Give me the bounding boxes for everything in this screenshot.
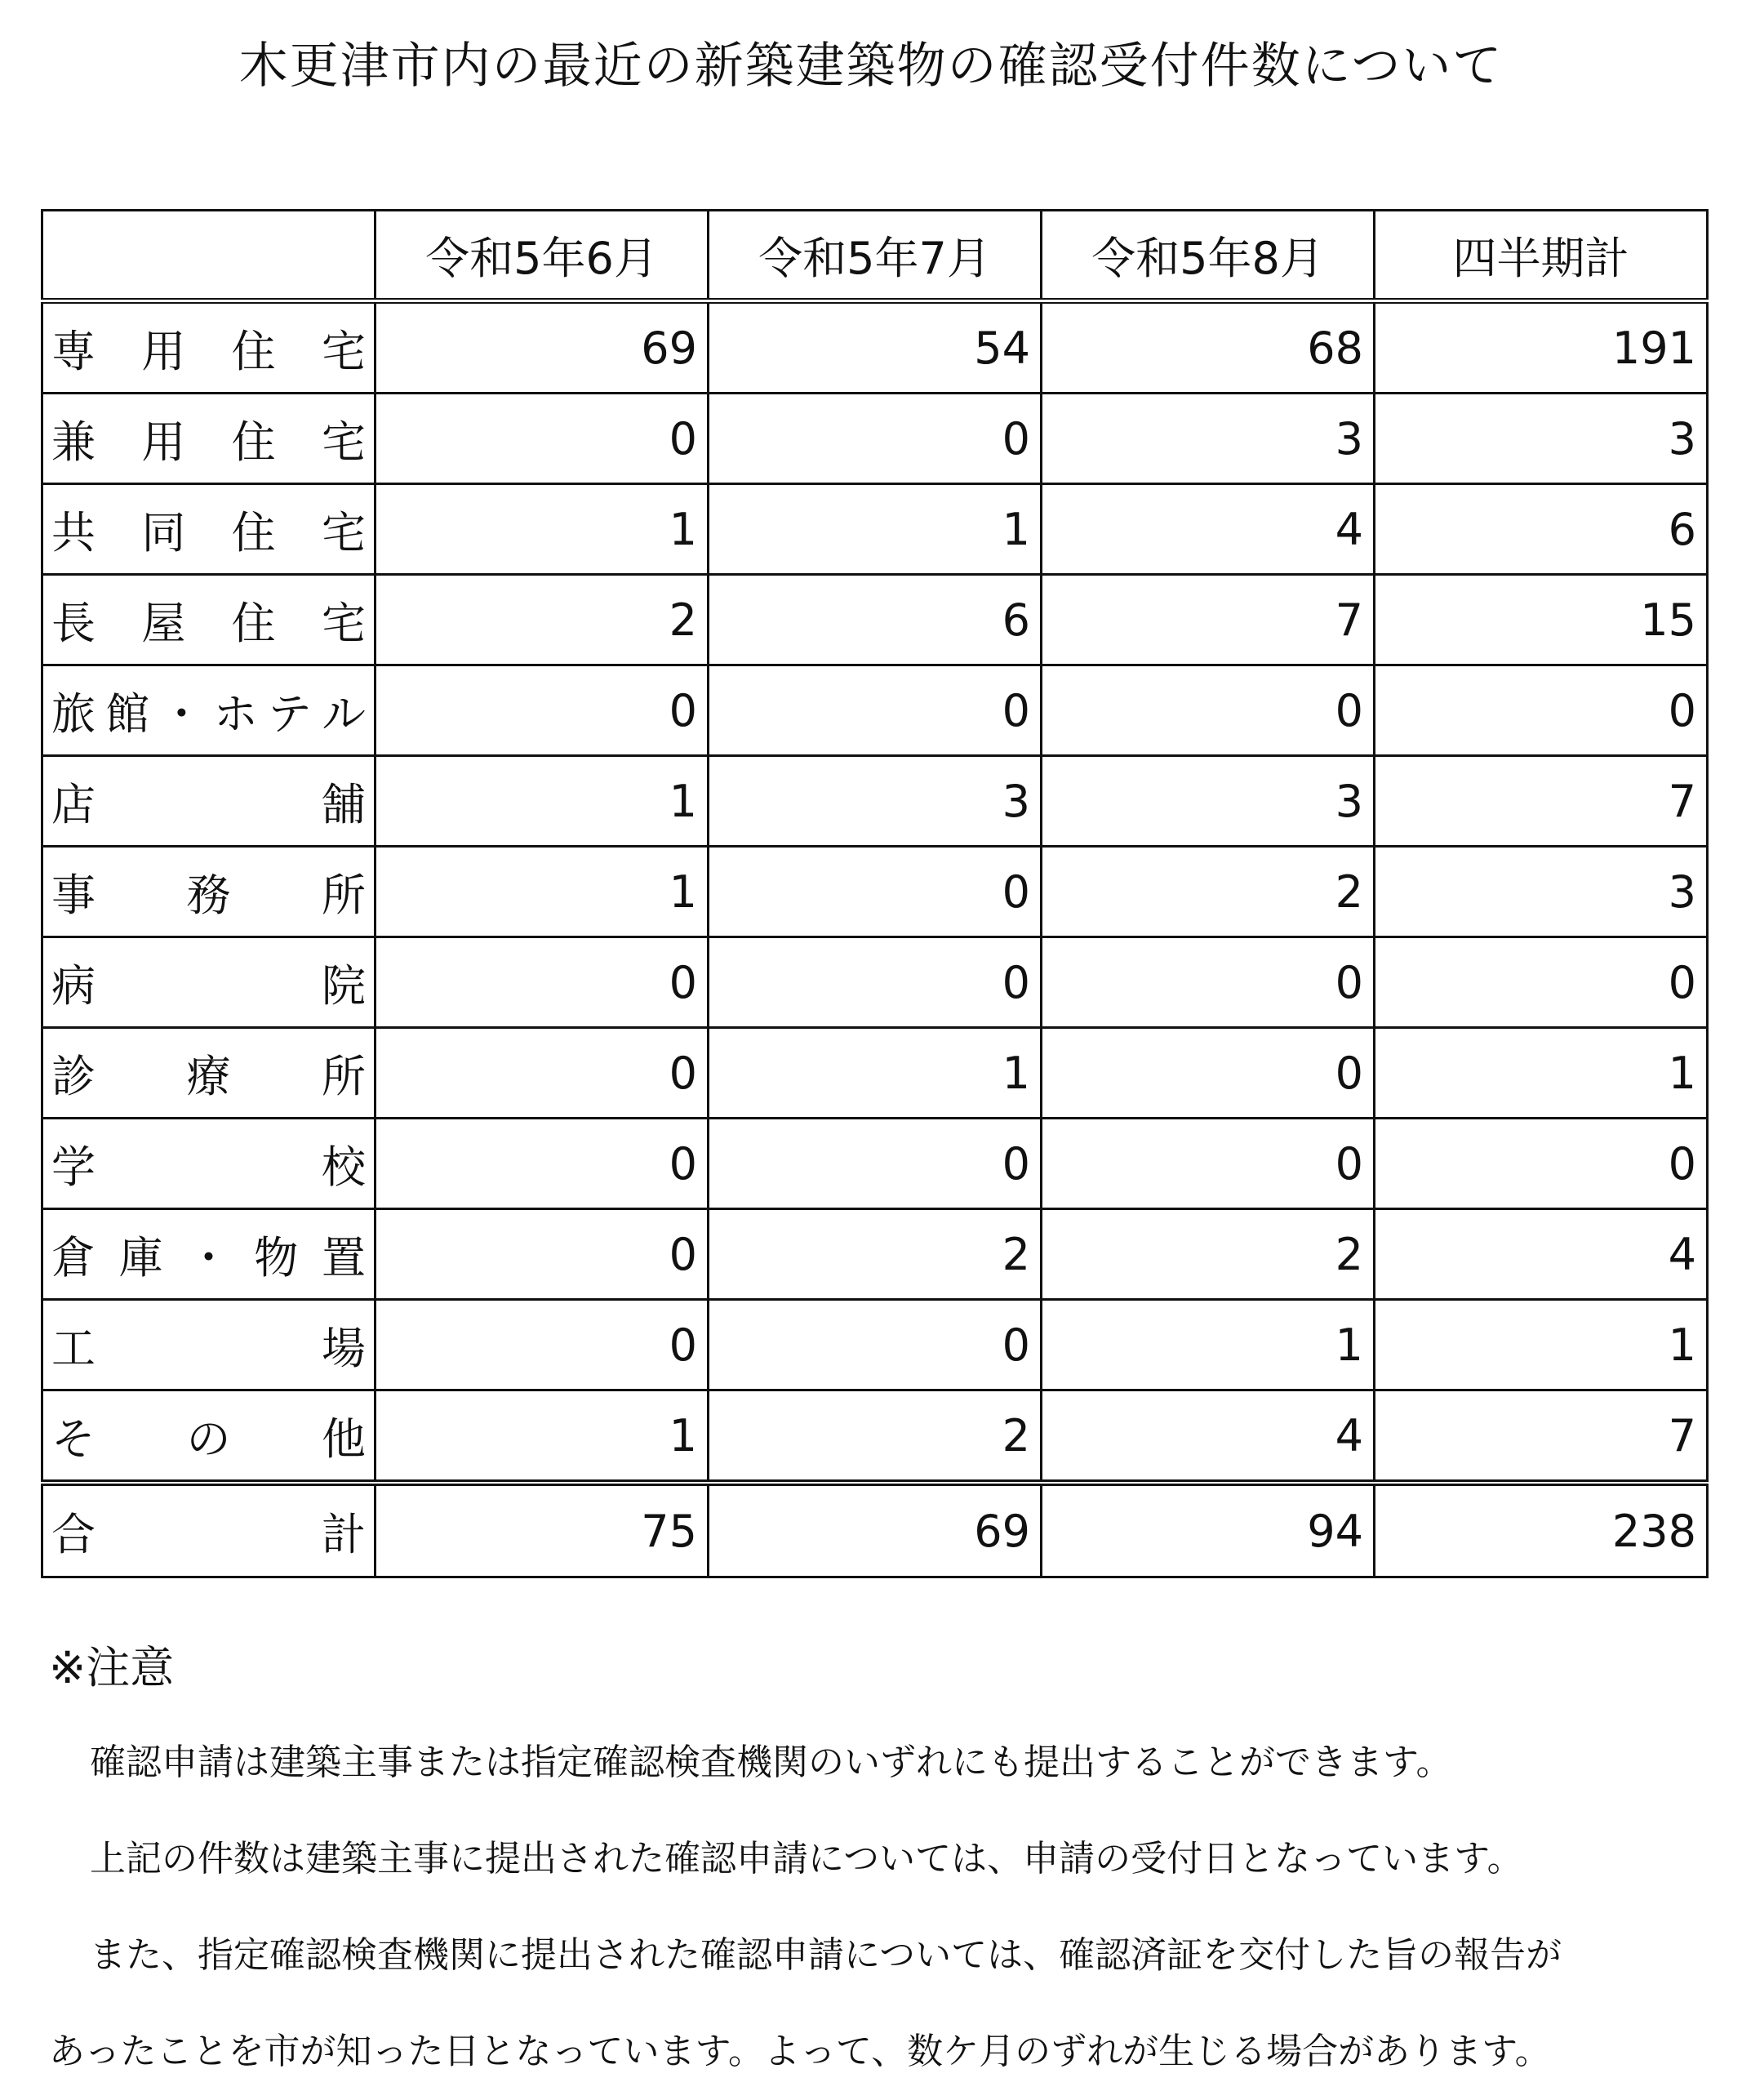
row-label-text: 長 屋 住 宅 (51, 597, 366, 649)
note-line: あったことを市が知った日となっています。よって、数ケ月のずれが生じる場合があります。 (49, 2031, 1551, 2072)
table-row (42, 301, 1708, 394)
table-row (42, 394, 1708, 484)
row-value-cell: 0 (709, 1119, 1042, 1209)
row-label (42, 301, 376, 394)
permit-count-table (41, 209, 1709, 1578)
row-value-cell: 3 (709, 756, 1042, 847)
table-row (42, 937, 1708, 1028)
row-value-cell: 3 (1042, 394, 1375, 484)
row-value-cell: 0 (376, 394, 709, 484)
row-value-cell: 69 (709, 1483, 1042, 1577)
row-value-cell: 0 (1375, 937, 1708, 1028)
row-value-cell: 1 (709, 484, 1042, 575)
row-label-text: そ の 他 (51, 1413, 366, 1465)
table-row (42, 665, 1708, 756)
row-value-cell: 0 (376, 1300, 709, 1390)
row-value-cell: 7 (1042, 575, 1375, 665)
row-value-cell: 0 (1042, 665, 1375, 756)
table-row (42, 1028, 1708, 1119)
row-label-text: 合 計 (51, 1508, 366, 1560)
row-value-cell: 75 (376, 1483, 709, 1577)
row-label-text: 病 院 (51, 959, 366, 1012)
row-label-text: 店 舗 (51, 778, 366, 830)
row-value-cell: 0 (709, 847, 1042, 937)
table-row (42, 575, 1708, 665)
notes-heading: ※注意 (49, 1642, 175, 1693)
row-value-cell: 1 (376, 847, 709, 937)
row-value-cell: 6 (1375, 484, 1708, 575)
table-row (42, 1209, 1708, 1300)
table-row (42, 1119, 1708, 1209)
row-label-text: 学 校 (51, 1141, 366, 1193)
row-label (42, 665, 376, 756)
row-value-cell: 0 (376, 665, 709, 756)
row-value-cell: 4 (1375, 1209, 1708, 1300)
row-value-cell: 0 (709, 394, 1042, 484)
header-empty-cell (42, 211, 376, 301)
note-line: また、指定確認検査機関に提出された確認申請については、確認済証を交付した旨の報告が (90, 1934, 1562, 1976)
row-value-cell: 0 (376, 1209, 709, 1300)
row-label (42, 394, 376, 484)
table-row (42, 1390, 1708, 1484)
row-value-cell: 7 (1375, 1390, 1708, 1484)
row-value-cell: 69 (376, 301, 709, 394)
row-value-cell: 238 (1375, 1483, 1708, 1577)
row-value-cell: 68 (1042, 301, 1375, 394)
row-value-cell: 0 (709, 665, 1042, 756)
note-line: 確認申請は建築主事または指定確認検査機関のいずれにも提出することができます。 (90, 1742, 1452, 1783)
row-value-cell: 0 (1375, 1119, 1708, 1209)
row-value-cell: 1 (709, 1028, 1042, 1119)
row-label (42, 1390, 376, 1484)
row-value-cell: 6 (709, 575, 1042, 665)
table-row (42, 847, 1708, 937)
row-label (42, 1119, 376, 1209)
header-august: 令和5年8月 (1042, 211, 1375, 301)
row-label (42, 1028, 376, 1119)
row-label (42, 575, 376, 665)
row-value-cell: 4 (1042, 484, 1375, 575)
note-line: 上記の件数は建築主事に提出された確認申請については、申請の受付日となっています。 (90, 1838, 1523, 1880)
row-label (42, 1483, 376, 1577)
row-value-cell: 0 (1042, 1119, 1375, 1209)
table-row (42, 484, 1708, 575)
row-label-text: 事 務 所 (51, 869, 366, 921)
row-label (42, 484, 376, 575)
row-value-cell: 1 (376, 484, 709, 575)
row-value-cell: 1 (1375, 1300, 1708, 1390)
row-value-cell: 7 (1375, 756, 1708, 847)
row-value-cell: 54 (709, 301, 1042, 394)
row-label (42, 937, 376, 1028)
row-value-cell: 0 (376, 1028, 709, 1119)
row-label (42, 756, 376, 847)
row-value-cell: 1 (1042, 1300, 1375, 1390)
row-value-cell: 4 (1042, 1390, 1375, 1484)
row-label-text: 倉 庫 ・ 物 置 (51, 1231, 366, 1284)
row-value-cell: 0 (709, 1300, 1042, 1390)
row-value-cell: 2 (709, 1390, 1042, 1484)
header-quarter-total: 四半期計 (1375, 211, 1708, 301)
row-label-text: 旅 館 ・ ホ テ ル (51, 687, 366, 740)
row-label-text: 共 同 住 宅 (51, 506, 366, 558)
row-value-cell: 0 (1375, 665, 1708, 756)
row-value-cell: 94 (1042, 1483, 1375, 1577)
row-value-cell: 2 (376, 575, 709, 665)
row-value-cell: 3 (1042, 756, 1375, 847)
table-row (42, 756, 1708, 847)
row-value-cell: 0 (1042, 1028, 1375, 1119)
row-value-cell: 15 (1375, 575, 1708, 665)
table-header-row (42, 211, 1708, 301)
row-value-cell: 0 (1042, 937, 1375, 1028)
row-label (42, 1209, 376, 1300)
row-label-text: 工 場 (51, 1322, 366, 1374)
row-label-text: 兼 用 住 宅 (51, 416, 366, 468)
row-value-cell: 2 (1042, 847, 1375, 937)
row-value-cell: 3 (1375, 394, 1708, 484)
header-june: 令和5年6月 (376, 211, 709, 301)
row-value-cell: 2 (1042, 1209, 1375, 1300)
table-total-row (42, 1483, 1708, 1577)
page-title: 木更津市内の最近の新築建築物の確認受付件数について (238, 38, 1504, 95)
row-value-cell: 0 (376, 1119, 709, 1209)
header-july: 令和5年7月 (709, 211, 1042, 301)
row-value-cell: 1 (376, 1390, 709, 1484)
row-value-cell: 0 (709, 937, 1042, 1028)
row-value-cell: 1 (1375, 1028, 1708, 1119)
row-value-cell: 1 (376, 756, 709, 847)
row-value-cell: 2 (709, 1209, 1042, 1300)
notes-block (49, 1715, 1682, 2100)
row-value-cell: 0 (376, 937, 709, 1028)
row-label (42, 847, 376, 937)
table-row (42, 1300, 1708, 1390)
row-value-cell: 191 (1375, 301, 1708, 394)
row-label (42, 1300, 376, 1390)
row-label-text: 診 療 所 (51, 1050, 366, 1102)
row-label-text: 専 用 住 宅 (51, 325, 366, 377)
row-value-cell: 3 (1375, 847, 1708, 937)
